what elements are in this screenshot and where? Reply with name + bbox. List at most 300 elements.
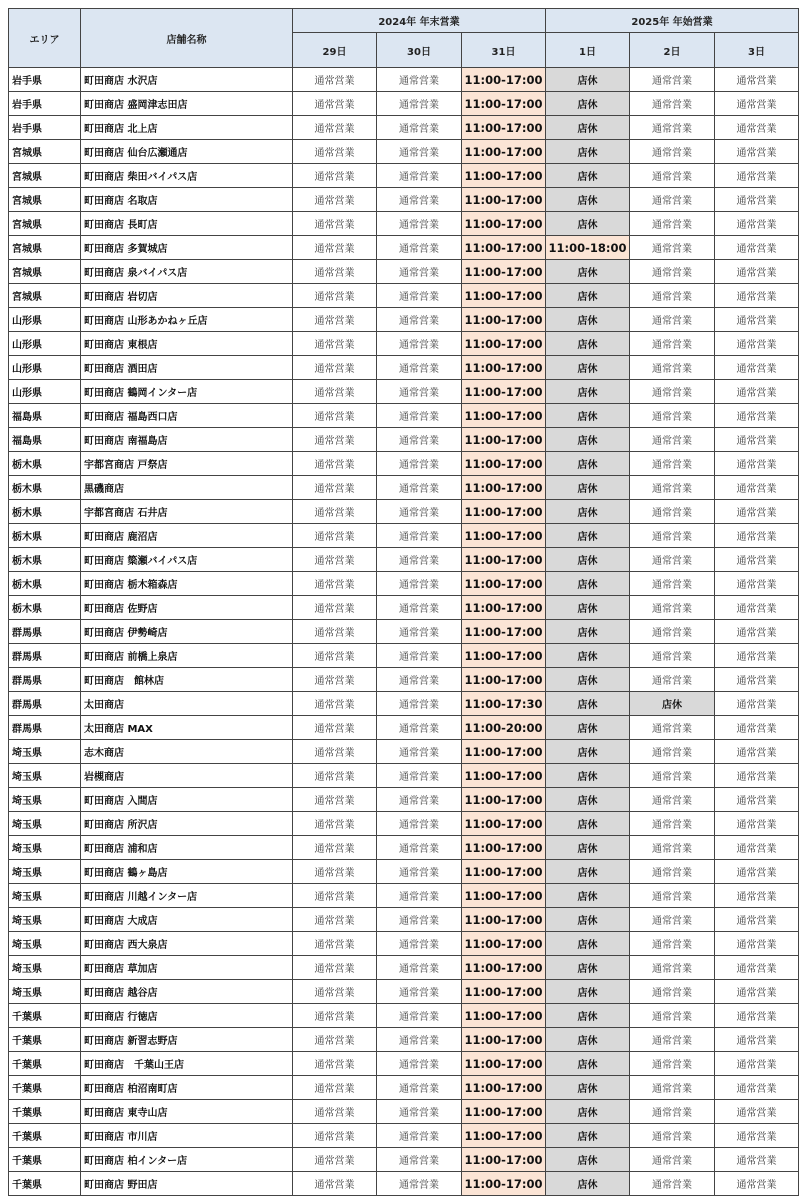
hours-cell-day-3: 通常営業	[715, 140, 799, 164]
store-name-cell: 町田商店 新習志野店	[81, 1028, 293, 1052]
hours-cell-day-3: 通常営業	[715, 596, 799, 620]
hours-cell-day-31: 11:00-17:00	[462, 356, 546, 380]
table-row	[9, 692, 799, 716]
store-name-cell: 町田商店 入間店	[81, 788, 293, 812]
table-row	[9, 308, 799, 332]
hours-cell-day-30: 通常営業	[377, 1124, 462, 1148]
hours-cell-day-30: 通常営業	[377, 1052, 462, 1076]
area-cell: 宮城県	[9, 236, 81, 260]
hours-cell-day-29: 通常営業	[293, 212, 377, 236]
hours-cell-day-30: 通常営業	[377, 428, 462, 452]
hours-cell-day-29: 通常営業	[293, 188, 377, 212]
hours-cell-day-30: 通常営業	[377, 1148, 462, 1172]
table-row	[9, 68, 799, 92]
hours-cell-day-31: 11:00-17:00	[462, 1100, 546, 1124]
area-cell: 山形県	[9, 308, 81, 332]
hours-cell-day-30: 通常営業	[377, 500, 462, 524]
hours-cell-day-29: 通常営業	[293, 356, 377, 380]
hours-cell-day-3: 通常営業	[715, 548, 799, 572]
hours-cell-day-31: 11:00-17:00	[462, 1004, 546, 1028]
table-row	[9, 500, 799, 524]
hours-cell-day-29: 通常営業	[293, 284, 377, 308]
hours-cell-day-1: 店休	[546, 860, 630, 884]
hours-cell-day-2: 通常営業	[630, 620, 715, 644]
store-name-cell: 町田商店 千葉山王店	[81, 1052, 293, 1076]
hours-cell-day-30: 通常営業	[377, 548, 462, 572]
area-cell: 群馬県	[9, 692, 81, 716]
hours-cell-day-30: 通常営業	[377, 260, 462, 284]
store-name-cell: 町田商店 越谷店	[81, 980, 293, 1004]
hours-cell-day-1: 店休	[546, 356, 630, 380]
hours-cell-day-30: 通常営業	[377, 812, 462, 836]
hours-cell-day-31: 11:00-17:00	[462, 524, 546, 548]
hours-cell-day-1: 店休	[546, 1028, 630, 1052]
hours-cell-day-31: 11:00-17:30	[462, 692, 546, 716]
hours-cell-day-2: 通常営業	[630, 812, 715, 836]
hours-cell-day-2: 通常営業	[630, 1004, 715, 1028]
hours-cell-day-2: 通常営業	[630, 788, 715, 812]
area-cell: 山形県	[9, 332, 81, 356]
hours-cell-day-3: 通常営業	[715, 692, 799, 716]
hours-cell-day-2: 通常営業	[630, 68, 715, 92]
hours-cell-day-1: 店休	[546, 68, 630, 92]
hours-cell-day-1: 店休	[546, 524, 630, 548]
hours-cell-day-1: 店休	[546, 884, 630, 908]
table-row	[9, 428, 799, 452]
hours-cell-day-3: 通常営業	[715, 188, 799, 212]
hours-cell-day-1: 店休	[546, 620, 630, 644]
hours-cell-day-1: 店休	[546, 764, 630, 788]
hours-cell-day-1: 店休	[546, 548, 630, 572]
hours-cell-day-29: 通常営業	[293, 1052, 377, 1076]
table-row	[9, 812, 799, 836]
table-row	[9, 212, 799, 236]
store-name-cell: 町田商店 伊勢崎店	[81, 620, 293, 644]
header-area: エリア	[9, 9, 81, 68]
hours-cell-day-30: 通常営業	[377, 932, 462, 956]
table-row	[9, 284, 799, 308]
hours-cell-day-2: 通常営業	[630, 92, 715, 116]
hours-cell-day-1: 店休	[546, 332, 630, 356]
hours-cell-day-30: 通常営業	[377, 1172, 462, 1196]
hours-cell-day-3: 通常営業	[715, 524, 799, 548]
hours-cell-day-31: 11:00-17:00	[462, 740, 546, 764]
hours-cell-day-2: 店休	[630, 692, 715, 716]
hours-cell-day-30: 通常営業	[377, 1004, 462, 1028]
store-name-cell: 町田商店 盛岡津志田店	[81, 92, 293, 116]
hours-cell-day-31: 11:00-17:00	[462, 404, 546, 428]
hours-cell-day-29: 通常営業	[293, 932, 377, 956]
hours-cell-day-3: 通常営業	[715, 260, 799, 284]
hours-cell-day-30: 通常営業	[377, 1028, 462, 1052]
table-row	[9, 860, 799, 884]
table-row	[9, 716, 799, 740]
hours-cell-day-3: 通常営業	[715, 476, 799, 500]
hours-cell-day-31: 11:00-17:00	[462, 188, 546, 212]
area-cell: 宮城県	[9, 212, 81, 236]
area-cell: 福島県	[9, 428, 81, 452]
table-row	[9, 836, 799, 860]
hours-cell-day-2: 通常営業	[630, 572, 715, 596]
hours-cell-day-2: 通常営業	[630, 356, 715, 380]
hours-cell-day-31: 11:00-17:00	[462, 596, 546, 620]
header-day-29: 29日	[293, 33, 377, 68]
hours-cell-day-1: 店休	[546, 1004, 630, 1028]
table-body	[9, 68, 799, 1196]
area-cell: 埼玉県	[9, 860, 81, 884]
area-cell: 埼玉県	[9, 740, 81, 764]
hours-cell-day-1: 店休	[546, 812, 630, 836]
hours-cell-day-30: 通常営業	[377, 908, 462, 932]
hours-cell-day-29: 通常営業	[293, 260, 377, 284]
area-cell: 埼玉県	[9, 956, 81, 980]
store-name-cell: 町田商店 東根店	[81, 332, 293, 356]
hours-cell-day-1: 店休	[546, 140, 630, 164]
area-cell: 千葉県	[9, 1004, 81, 1028]
hours-cell-day-30: 通常営業	[377, 140, 462, 164]
table-row	[9, 260, 799, 284]
hours-cell-day-2: 通常営業	[630, 212, 715, 236]
table-row	[9, 524, 799, 548]
table-row	[9, 980, 799, 1004]
hours-cell-day-3: 通常営業	[715, 644, 799, 668]
hours-cell-day-30: 通常営業	[377, 68, 462, 92]
hours-cell-day-29: 通常営業	[293, 572, 377, 596]
header-group-2025-new-year: 2025年 年始営業	[546, 9, 799, 33]
store-name-cell: 町田商店 野田店	[81, 1172, 293, 1196]
area-cell: 宮城県	[9, 260, 81, 284]
area-cell: 埼玉県	[9, 836, 81, 860]
hours-cell-day-2: 通常営業	[630, 476, 715, 500]
hours-cell-day-2: 通常営業	[630, 452, 715, 476]
table-row	[9, 764, 799, 788]
header-store-name: 店舗名称	[81, 9, 293, 68]
hours-cell-day-30: 通常営業	[377, 116, 462, 140]
hours-cell-day-31: 11:00-17:00	[462, 932, 546, 956]
table-row	[9, 788, 799, 812]
store-name-cell: 町田商店 柏インター店	[81, 1148, 293, 1172]
hours-cell-day-29: 通常営業	[293, 860, 377, 884]
area-cell: 埼玉県	[9, 884, 81, 908]
hours-cell-day-1: 店休	[546, 1052, 630, 1076]
table-row	[9, 1052, 799, 1076]
area-cell: 群馬県	[9, 668, 81, 692]
hours-cell-day-2: 通常営業	[630, 308, 715, 332]
store-name-cell: 町田商店 柴田バイパス店	[81, 164, 293, 188]
hours-cell-day-2: 通常営業	[630, 716, 715, 740]
hours-cell-day-1: 店休	[546, 212, 630, 236]
hours-cell-day-2: 通常営業	[630, 548, 715, 572]
hours-cell-day-31: 11:00-20:00	[462, 716, 546, 740]
area-cell: 埼玉県	[9, 932, 81, 956]
hours-cell-day-3: 通常営業	[715, 860, 799, 884]
hours-cell-day-3: 通常営業	[715, 836, 799, 860]
table-row	[9, 668, 799, 692]
hours-cell-day-30: 通常営業	[377, 716, 462, 740]
hours-cell-day-30: 通常営業	[377, 740, 462, 764]
hours-cell-day-31: 11:00-17:00	[462, 548, 546, 572]
hours-cell-day-29: 通常営業	[293, 1004, 377, 1028]
hours-cell-day-1: 店休	[546, 404, 630, 428]
hours-cell-day-29: 通常営業	[293, 524, 377, 548]
hours-cell-day-31: 11:00-17:00	[462, 68, 546, 92]
hours-cell-day-1: 店休	[546, 92, 630, 116]
area-cell: 栃木県	[9, 548, 81, 572]
area-cell: 福島県	[9, 404, 81, 428]
area-cell: 栃木県	[9, 524, 81, 548]
hours-cell-day-31: 11:00-17:00	[462, 908, 546, 932]
hours-cell-day-1: 店休	[546, 716, 630, 740]
store-name-cell: 町田商店 大成店	[81, 908, 293, 932]
hours-cell-day-1: 店休	[546, 1148, 630, 1172]
hours-cell-day-1: 店休	[546, 188, 630, 212]
store-name-cell: 太田商店	[81, 692, 293, 716]
header-day-1: 1日	[546, 33, 630, 68]
area-cell: 群馬県	[9, 716, 81, 740]
table-row	[9, 932, 799, 956]
hours-cell-day-2: 通常営業	[630, 332, 715, 356]
hours-cell-day-2: 通常営業	[630, 524, 715, 548]
hours-cell-day-2: 通常営業	[630, 428, 715, 452]
area-cell: 岩手県	[9, 92, 81, 116]
area-cell: 岩手県	[9, 68, 81, 92]
hours-cell-day-3: 通常営業	[715, 668, 799, 692]
hours-cell-day-3: 通常営業	[715, 1172, 799, 1196]
hours-cell-day-30: 通常営業	[377, 764, 462, 788]
store-name-cell: 町田商店 所沢店	[81, 812, 293, 836]
area-cell: 栃木県	[9, 572, 81, 596]
hours-cell-day-29: 通常営業	[293, 404, 377, 428]
hours-cell-day-29: 通常営業	[293, 716, 377, 740]
hours-cell-day-1: 11:00-18:00	[546, 236, 630, 260]
hours-cell-day-29: 通常営業	[293, 68, 377, 92]
store-name-cell: 町田商店 東寺山店	[81, 1100, 293, 1124]
hours-cell-day-1: 店休	[546, 308, 630, 332]
hours-cell-day-1: 店休	[546, 164, 630, 188]
area-cell: 千葉県	[9, 1076, 81, 1100]
hours-cell-day-3: 通常営業	[715, 980, 799, 1004]
area-cell: 埼玉県	[9, 980, 81, 1004]
hours-cell-day-3: 通常営業	[715, 932, 799, 956]
hours-cell-day-30: 通常営業	[377, 788, 462, 812]
hours-cell-day-3: 通常営業	[715, 764, 799, 788]
hours-cell-day-30: 通常営業	[377, 284, 462, 308]
area-cell: 栃木県	[9, 452, 81, 476]
hours-cell-day-1: 店休	[546, 572, 630, 596]
hours-cell-day-3: 通常営業	[715, 1076, 799, 1100]
store-name-cell: 町田商店 泉バイパス店	[81, 260, 293, 284]
hours-cell-day-2: 通常営業	[630, 1028, 715, 1052]
hours-cell-day-30: 通常営業	[377, 860, 462, 884]
hours-cell-day-30: 通常営業	[377, 692, 462, 716]
hours-cell-day-30: 通常営業	[377, 596, 462, 620]
table-row	[9, 884, 799, 908]
table-row	[9, 908, 799, 932]
store-name-cell: 町田商店 鶴岡インター店	[81, 380, 293, 404]
header-day-31: 31日	[462, 33, 546, 68]
hours-cell-day-3: 通常営業	[715, 380, 799, 404]
hours-cell-day-30: 通常営業	[377, 1076, 462, 1100]
hours-cell-day-3: 通常営業	[715, 404, 799, 428]
hours-cell-day-2: 通常営業	[630, 284, 715, 308]
hours-cell-day-30: 通常営業	[377, 476, 462, 500]
hours-cell-day-31: 11:00-17:00	[462, 1172, 546, 1196]
area-cell: 埼玉県	[9, 812, 81, 836]
hours-cell-day-29: 通常営業	[293, 788, 377, 812]
table-row	[9, 404, 799, 428]
hours-cell-day-31: 11:00-17:00	[462, 308, 546, 332]
hours-cell-day-1: 店休	[546, 428, 630, 452]
hours-cell-day-1: 店休	[546, 116, 630, 140]
area-cell: 千葉県	[9, 1100, 81, 1124]
hours-cell-day-31: 11:00-17:00	[462, 860, 546, 884]
hours-cell-day-3: 通常営業	[715, 236, 799, 260]
area-cell: 埼玉県	[9, 788, 81, 812]
hours-cell-day-3: 通常営業	[715, 164, 799, 188]
hours-cell-day-31: 11:00-17:00	[462, 428, 546, 452]
store-name-cell: 町田商店 行徳店	[81, 1004, 293, 1028]
hours-cell-day-3: 通常営業	[715, 716, 799, 740]
area-cell: 埼玉県	[9, 908, 81, 932]
hours-cell-day-1: 店休	[546, 380, 630, 404]
header-day-30: 30日	[377, 33, 462, 68]
hours-cell-day-29: 通常営業	[293, 620, 377, 644]
store-name-cell: 町田商店 長町店	[81, 212, 293, 236]
hours-cell-day-30: 通常営業	[377, 164, 462, 188]
table-row	[9, 1004, 799, 1028]
table-row	[9, 188, 799, 212]
store-name-cell: 町田商店 鶴ヶ島店	[81, 860, 293, 884]
hours-cell-day-2: 通常営業	[630, 1172, 715, 1196]
area-cell: 宮城県	[9, 164, 81, 188]
table-row	[9, 548, 799, 572]
hours-cell-day-2: 通常営業	[630, 500, 715, 524]
hours-cell-day-30: 通常営業	[377, 980, 462, 1004]
hours-cell-day-30: 通常営業	[377, 524, 462, 548]
store-name-cell: 町田商店 前橋上泉店	[81, 644, 293, 668]
hours-cell-day-30: 通常営業	[377, 452, 462, 476]
hours-cell-day-3: 通常営業	[715, 428, 799, 452]
store-name-cell: 町田商店 館林店	[81, 668, 293, 692]
area-cell: 宮城県	[9, 140, 81, 164]
area-cell: 群馬県	[9, 620, 81, 644]
table-row	[9, 956, 799, 980]
hours-cell-day-2: 通常営業	[630, 1148, 715, 1172]
store-name-cell: 町田商店 山形あかねヶ丘店	[81, 308, 293, 332]
hours-cell-day-3: 通常営業	[715, 620, 799, 644]
table-row	[9, 1028, 799, 1052]
store-name-cell: 黒磯商店	[81, 476, 293, 500]
hours-cell-day-2: 通常営業	[630, 260, 715, 284]
hours-cell-day-2: 通常営業	[630, 1124, 715, 1148]
hours-cell-day-2: 通常営業	[630, 836, 715, 860]
area-cell: 群馬県	[9, 644, 81, 668]
hours-cell-day-31: 11:00-17:00	[462, 1028, 546, 1052]
hours-cell-day-3: 通常営業	[715, 740, 799, 764]
hours-cell-day-2: 通常営業	[630, 644, 715, 668]
hours-cell-day-2: 通常営業	[630, 1076, 715, 1100]
hours-cell-day-2: 通常営業	[630, 116, 715, 140]
hours-cell-day-3: 通常営業	[715, 812, 799, 836]
hours-cell-day-29: 通常営業	[293, 548, 377, 572]
hours-cell-day-29: 通常営業	[293, 1124, 377, 1148]
table-row	[9, 1148, 799, 1172]
hours-cell-day-1: 店休	[546, 284, 630, 308]
hours-cell-day-2: 通常営業	[630, 1052, 715, 1076]
hours-cell-day-29: 通常営業	[293, 116, 377, 140]
hours-cell-day-3: 通常営業	[715, 1100, 799, 1124]
table-row	[9, 1100, 799, 1124]
hours-cell-day-29: 通常営業	[293, 308, 377, 332]
hours-cell-day-2: 通常営業	[630, 236, 715, 260]
hours-cell-day-2: 通常営業	[630, 188, 715, 212]
table-row	[9, 476, 799, 500]
hours-cell-day-3: 通常営業	[715, 1004, 799, 1028]
hours-cell-day-30: 通常営業	[377, 836, 462, 860]
table-row	[9, 140, 799, 164]
hours-cell-day-1: 店休	[546, 836, 630, 860]
hours-cell-day-30: 通常営業	[377, 188, 462, 212]
hours-cell-day-2: 通常営業	[630, 404, 715, 428]
hours-cell-day-2: 通常営業	[630, 164, 715, 188]
table-row	[9, 380, 799, 404]
hours-cell-day-2: 通常営業	[630, 668, 715, 692]
hours-cell-day-29: 通常営業	[293, 836, 377, 860]
hours-cell-day-2: 通常営業	[630, 764, 715, 788]
table-row	[9, 572, 799, 596]
hours-cell-day-30: 通常営業	[377, 884, 462, 908]
store-name-cell: 町田商店 栃木箱森店	[81, 572, 293, 596]
area-cell: 宮城県	[9, 284, 81, 308]
hours-cell-day-30: 通常営業	[377, 380, 462, 404]
hours-cell-day-1: 店休	[546, 932, 630, 956]
area-cell: 千葉県	[9, 1028, 81, 1052]
hours-cell-day-31: 11:00-17:00	[462, 164, 546, 188]
store-name-cell: 町田商店 簗瀬バイパス店	[81, 548, 293, 572]
hours-cell-day-3: 通常営業	[715, 884, 799, 908]
hours-cell-day-1: 店休	[546, 788, 630, 812]
area-cell: 千葉県	[9, 1124, 81, 1148]
hours-cell-day-29: 通常営業	[293, 476, 377, 500]
hours-cell-day-3: 通常営業	[715, 284, 799, 308]
area-cell: 栃木県	[9, 476, 81, 500]
table-row	[9, 1076, 799, 1100]
hours-cell-day-2: 通常営業	[630, 740, 715, 764]
hours-cell-day-30: 通常営業	[377, 620, 462, 644]
hours-cell-day-30: 通常営業	[377, 356, 462, 380]
hours-cell-day-1: 店休	[546, 908, 630, 932]
store-name-cell: 町田商店 鹿沼店	[81, 524, 293, 548]
area-cell: 千葉県	[9, 1052, 81, 1076]
hours-cell-day-29: 通常営業	[293, 1028, 377, 1052]
hours-cell-day-31: 11:00-17:00	[462, 452, 546, 476]
hours-cell-day-3: 通常営業	[715, 68, 799, 92]
hours-cell-day-1: 店休	[546, 500, 630, 524]
hours-cell-day-29: 通常営業	[293, 1148, 377, 1172]
store-name-cell: 町田商店 岩切店	[81, 284, 293, 308]
hours-cell-day-29: 通常営業	[293, 164, 377, 188]
store-name-cell: 志木商店	[81, 740, 293, 764]
header-day-3: 3日	[715, 33, 799, 68]
store-name-cell: 町田商店 仙台広瀬通店	[81, 140, 293, 164]
hours-cell-day-31: 11:00-17:00	[462, 116, 546, 140]
area-cell: 栃木県	[9, 596, 81, 620]
hours-cell-day-29: 通常営業	[293, 980, 377, 1004]
hours-cell-day-3: 通常営業	[715, 332, 799, 356]
hours-cell-day-29: 通常営業	[293, 908, 377, 932]
hours-cell-day-29: 通常営業	[293, 92, 377, 116]
store-name-cell: 町田商店 北上店	[81, 116, 293, 140]
